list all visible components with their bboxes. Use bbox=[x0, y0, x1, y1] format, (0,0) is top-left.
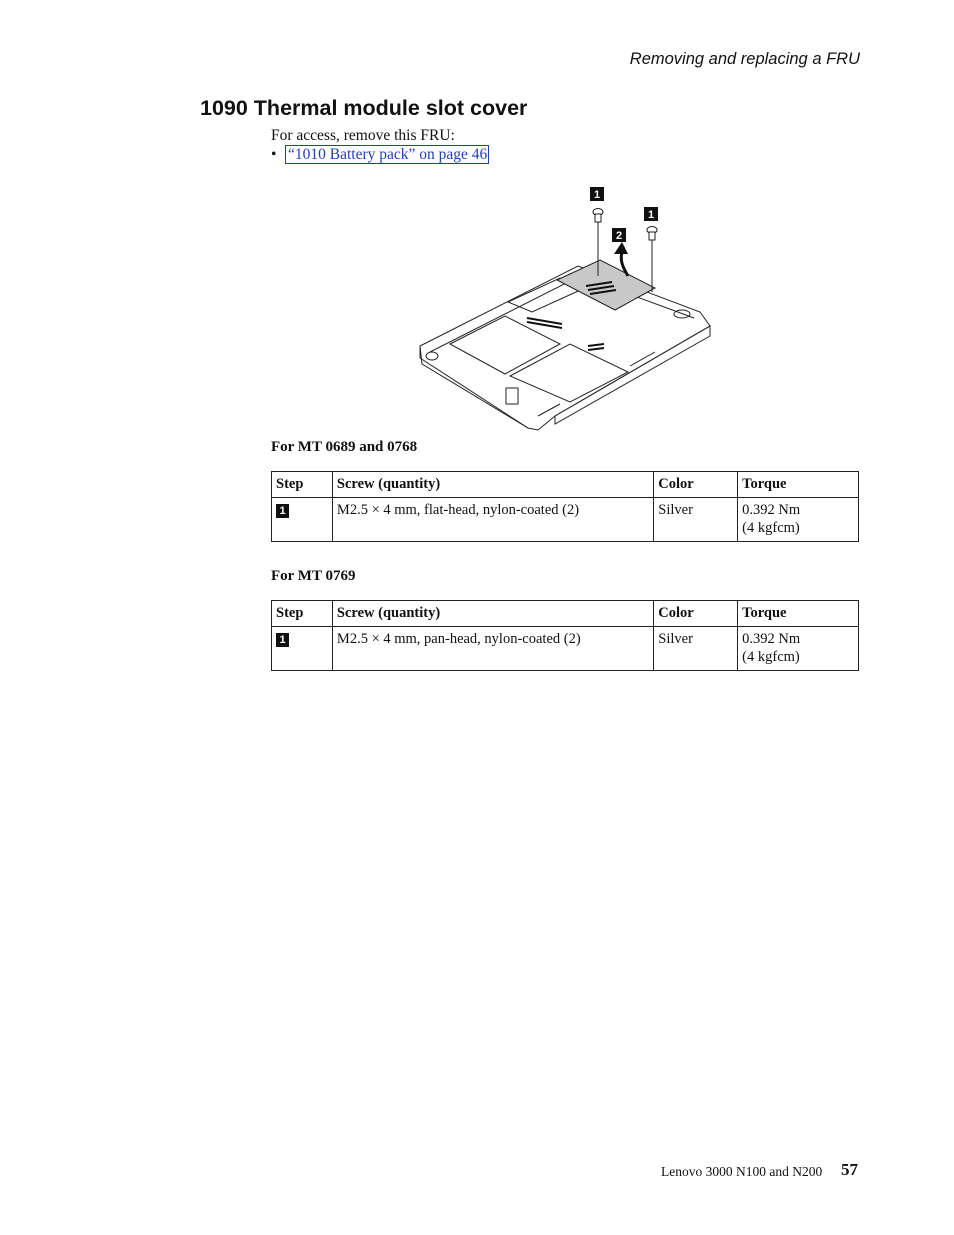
callout-badge bbox=[612, 228, 626, 242]
screw-table bbox=[271, 471, 859, 542]
prerequisite-item bbox=[271, 145, 489, 164]
step-badge: 1 bbox=[276, 633, 289, 647]
table-header-row bbox=[272, 601, 859, 627]
torque-cell: 0.392 Nm (4 kgfcm) bbox=[738, 627, 859, 671]
laptop-body-outline bbox=[420, 266, 710, 430]
column-header: Torque bbox=[738, 601, 859, 627]
column-header: Color bbox=[654, 472, 738, 498]
screw-cell: M2.5 × 4 mm, flat-head, nylon-coated (2) bbox=[332, 498, 653, 542]
section-heading: For MT 0769 bbox=[271, 568, 356, 584]
running-header: Removing and replacing a FRU bbox=[629, 50, 860, 68]
callout-label: 2 bbox=[615, 230, 623, 242]
access-intro: For access, remove this FRU: bbox=[271, 127, 455, 144]
section-heading: For MT 0689 and 0768 bbox=[271, 439, 418, 455]
screw-icon bbox=[647, 227, 657, 241]
table-row bbox=[272, 498, 859, 542]
page-title: 1090 Thermal module slot cover bbox=[200, 96, 528, 120]
page-number: 57 bbox=[841, 1160, 858, 1179]
callout-badge bbox=[590, 187, 604, 201]
screw-icon bbox=[593, 209, 603, 223]
color-cell: Silver bbox=[654, 498, 738, 542]
bullet: • bbox=[271, 145, 277, 163]
figure-laptop-bottom bbox=[410, 184, 720, 434]
table-row bbox=[272, 627, 859, 671]
footer-book-title: Lenovo 3000 N100 and N200 bbox=[661, 1164, 823, 1179]
screw-cell: M2.5 × 4 mm, pan-head, nylon-coated (2) bbox=[332, 627, 653, 671]
callout-label: 1 bbox=[593, 189, 601, 201]
thermal-slot-cover bbox=[557, 260, 655, 310]
callout-label: 1 bbox=[647, 209, 655, 221]
column-header: Screw (quantity) bbox=[332, 601, 653, 627]
step-cell bbox=[272, 627, 333, 671]
column-header: Step bbox=[272, 472, 333, 498]
step-badge: 1 bbox=[276, 504, 289, 518]
torque-cell: 0.392 Nm (4 kgfcm) bbox=[738, 498, 859, 542]
color-cell: Silver bbox=[654, 627, 738, 671]
table-header-row bbox=[272, 472, 859, 498]
prerequisite-link[interactable]: “1010 Battery pack” on page 46 bbox=[285, 145, 489, 164]
step-cell bbox=[272, 498, 333, 542]
callout-badge bbox=[644, 207, 658, 221]
laptop-bottom-illustration bbox=[410, 184, 720, 434]
column-header: Screw (quantity) bbox=[332, 472, 653, 498]
screw-table bbox=[271, 600, 859, 671]
column-header: Color bbox=[654, 601, 738, 627]
column-header: Step bbox=[272, 601, 333, 627]
column-header: Torque bbox=[738, 472, 859, 498]
